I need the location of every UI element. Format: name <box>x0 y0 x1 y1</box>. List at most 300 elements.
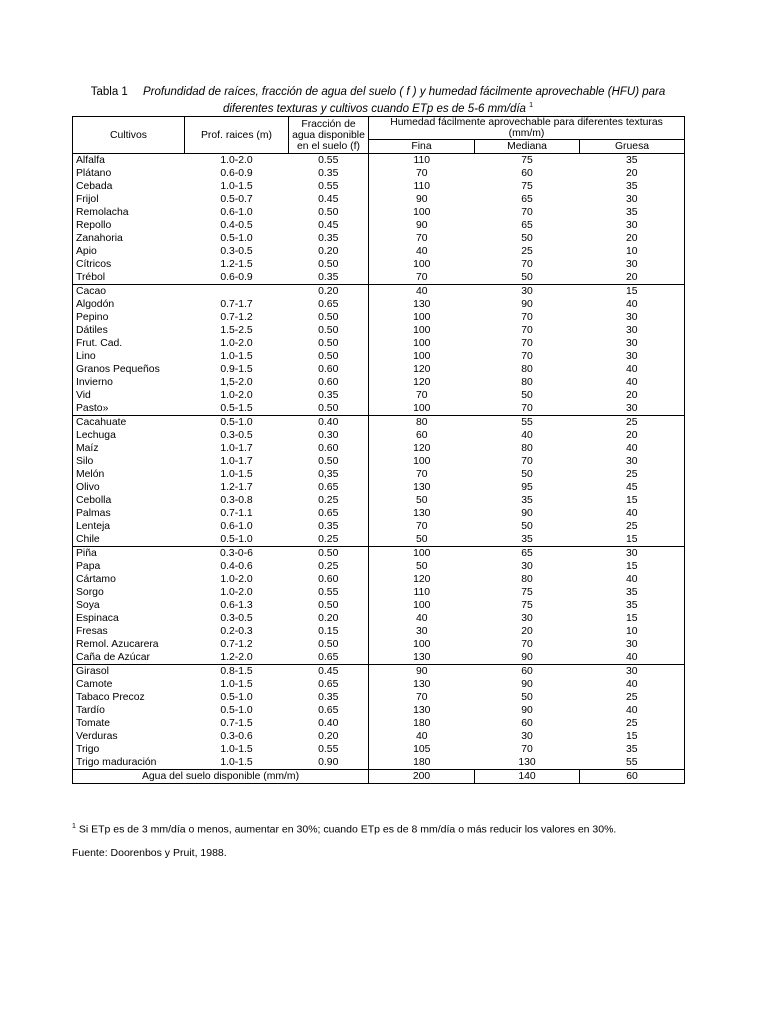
cell-fraction: 0.55 <box>318 181 339 192</box>
cell-crop: Plátano <box>73 167 185 180</box>
cell-coarse: 35 <box>580 743 685 756</box>
cell-coarse: 20 <box>580 429 685 442</box>
header-fraction: Fracción de agua disponible en el suelo (f) <box>289 117 369 154</box>
header-row-1 <box>73 117 685 140</box>
footer-label: Agua del suelo disponible (mm/m) <box>73 770 369 784</box>
table-caption <box>72 85 684 116</box>
table-row <box>73 337 685 350</box>
cell-fraction: 0.35 <box>318 692 339 703</box>
cell-depth: 0.6-1.0 <box>220 521 253 532</box>
table-row <box>73 245 685 258</box>
table-row <box>73 376 685 389</box>
cell-fine: 100 <box>369 350 475 363</box>
cell-crop: Piña <box>73 547 185 561</box>
cell-depth: 1.0-1.5 <box>220 181 253 192</box>
table-row <box>73 298 685 311</box>
table-label: Tabla 1 <box>90 86 128 98</box>
cell-medium: 70 <box>521 259 533 270</box>
cell-depth: 1,5-2.0 <box>220 377 253 388</box>
cell-fine: 40 <box>369 730 475 743</box>
cell-fine: 90 <box>369 193 475 206</box>
cell-fraction: 0.50 <box>318 207 339 218</box>
footnote-marker: 1 <box>72 823 76 830</box>
cell-fraction: 0.25 <box>318 495 339 506</box>
cell-medium: 30 <box>521 561 533 572</box>
cell-depth: 0.7-1.2 <box>220 312 253 323</box>
cell-medium: 60 <box>521 718 533 729</box>
cell-medium: 70 <box>521 744 533 755</box>
cell-medium: 70 <box>521 639 533 650</box>
cell-crop: Trigo <box>73 743 185 756</box>
cell-fraction: 0.60 <box>318 574 339 585</box>
cell-coarse: 30 <box>580 638 685 651</box>
cell-medium: 65 <box>521 220 533 231</box>
cell-coarse: 15 <box>580 285 685 299</box>
header-fine: Fina <box>369 140 475 154</box>
cell-depth: 1.0-2.0 <box>220 574 253 585</box>
cell-fraction: 0.60 <box>318 364 339 375</box>
cell-medium: 60 <box>475 665 580 679</box>
cell-depth: 0.7-1.7 <box>220 299 253 310</box>
cell-fraction: 0.50 <box>289 547 369 561</box>
cell-coarse: 40 <box>580 442 685 455</box>
cell-coarse: 40 <box>580 376 685 389</box>
cell-fine: 60 <box>369 429 475 442</box>
cell-crop: Tomate <box>73 717 185 730</box>
cell-fine: 30 <box>369 625 475 638</box>
cell-coarse: 35 <box>580 206 685 219</box>
cell-fine: 110 <box>369 180 475 193</box>
cell-medium: 20 <box>521 626 533 637</box>
cell-crop: Maíz <box>73 442 185 455</box>
table-row <box>73 402 685 416</box>
cell-medium: 65 <box>521 194 533 205</box>
cell-medium: 50 <box>521 521 533 532</box>
cell-medium: 80 <box>521 377 533 388</box>
cell-medium: 50 <box>521 272 533 283</box>
cell-depth: 0.7-1.1 <box>220 508 253 519</box>
cell-coarse: 15 <box>580 730 685 743</box>
cell-depth: 0.8-1.5 <box>185 665 289 679</box>
cell-crop: Pepino <box>73 311 185 324</box>
cell-medium: 70 <box>521 403 533 414</box>
table-row <box>73 481 685 494</box>
footer-row <box>73 770 685 784</box>
cell-fraction: 0.60 <box>318 377 339 388</box>
table-row <box>73 730 685 743</box>
cell-crop: Vid <box>73 389 185 402</box>
cell-coarse: 20 <box>580 271 685 285</box>
table-row <box>73 429 685 442</box>
cell-fraction: 0,35 <box>318 469 339 480</box>
cell-fraction: 0.35 <box>318 521 339 532</box>
cell-fine: 50 <box>369 533 475 547</box>
cell-crop: Cítricos <box>73 258 185 271</box>
cell-depth: 0.9-1.5 <box>220 364 253 375</box>
cell-crop: Girasol <box>73 665 185 679</box>
cell-depth: 1.0-2.0 <box>220 338 253 349</box>
cell-crop: Palmas <box>73 507 185 520</box>
cell-crop: Sorgo <box>73 586 185 599</box>
cell-depth: 1.0-1.7 <box>220 443 253 454</box>
cell-crop: Apio <box>73 245 185 258</box>
cell-coarse: 10 <box>580 245 685 258</box>
cell-coarse: 15 <box>580 560 685 573</box>
cell-fraction: 0.50 <box>318 403 339 414</box>
cell-fraction: 0.50 <box>318 312 339 323</box>
table-row <box>73 756 685 770</box>
cell-fine: 70 <box>369 389 475 402</box>
cell-fine: 40 <box>369 285 475 299</box>
cell-depth: 0.2-0.3 <box>220 626 253 637</box>
cell-medium: 30 <box>521 731 533 742</box>
cell-fine: 130 <box>369 298 475 311</box>
cell-fine: 100 <box>369 638 475 651</box>
crop-water-table <box>72 116 685 784</box>
cell-fraction: 0.40 <box>318 718 339 729</box>
cell-fine: 70 <box>369 520 475 533</box>
cell-fraction: 0.50 <box>318 456 339 467</box>
cell-depth: 0.7-1.5 <box>220 718 253 729</box>
table-row <box>73 416 685 430</box>
cell-medium: 70 <box>521 312 533 323</box>
cell-fine: 180 <box>369 717 475 730</box>
cell-depth: 0.6-0.9 <box>220 168 253 179</box>
table-row <box>73 520 685 533</box>
cell-depth: 0.4-0.5 <box>220 220 253 231</box>
cell-fine: 110 <box>369 154 475 168</box>
cell-medium: 70 <box>521 207 533 218</box>
table-row <box>73 678 685 691</box>
cell-depth: 1.0-1.5 <box>220 679 253 690</box>
cell-fraction: 0.55 <box>289 154 369 168</box>
cell-coarse: 25 <box>580 717 685 730</box>
cell-coarse: 15 <box>580 494 685 507</box>
cell-fine: 100 <box>369 324 475 337</box>
table-row <box>73 665 685 679</box>
cell-crop: Cártamo <box>73 573 185 586</box>
cell-fine: 180 <box>369 756 475 770</box>
cell-crop: Tabaco Precoz <box>73 691 185 704</box>
cell-fraction: 0.60 <box>318 443 339 454</box>
cell-medium: 70 <box>521 456 533 467</box>
table-row <box>73 625 685 638</box>
cell-depth: 1.0-2.0 <box>220 390 253 401</box>
cell-coarse: 20 <box>580 167 685 180</box>
header-depth: Prof. raices (m) <box>185 117 289 154</box>
cell-crop: Papa <box>73 560 185 573</box>
table-row <box>73 258 685 271</box>
cell-fraction: 0.50 <box>318 639 339 650</box>
table-row <box>73 311 685 324</box>
cell-fine: 100 <box>369 311 475 324</box>
cell-fraction: 0.65 <box>318 705 339 716</box>
cell-fraction: 0.65 <box>318 299 339 310</box>
cell-depth: 0.6-1.0 <box>220 207 253 218</box>
cell-fraction: 0.50 <box>318 338 339 349</box>
cell-fine: 90 <box>369 665 475 679</box>
cell-medium: 70 <box>521 325 533 336</box>
footnote-text: Si ETp es de 3 mm/día o menos, aumentar en 30%; cuando ETp es de 8 mm/día o más reducir los valores en 30%. <box>78 823 617 836</box>
table-row <box>73 573 685 586</box>
cell-fine: 70 <box>369 468 475 481</box>
cell-fraction: 0.45 <box>318 194 339 205</box>
cell-coarse: 25 <box>580 691 685 704</box>
table-row <box>73 638 685 651</box>
cell-crop: Caña de Azúcar <box>73 651 185 665</box>
table-row <box>73 193 685 206</box>
cell-fine: 50 <box>369 494 475 507</box>
cell-coarse: 15 <box>580 612 685 625</box>
cell-fine: 90 <box>369 219 475 232</box>
header-coarse: Gruesa <box>580 140 685 154</box>
cell-depth: 0.5-1.0 <box>220 534 253 545</box>
cell-crop: Remol. Azucarera <box>73 638 185 651</box>
cell-depth: 1.0-1.5 <box>220 351 253 362</box>
cell-depth: 0.6-0.9 <box>220 272 253 283</box>
table-row <box>73 507 685 520</box>
cell-depth: 1.2-1.7 <box>220 482 253 493</box>
cell-fraction: 0.50 <box>318 600 339 611</box>
cell-medium: 35 <box>521 534 533 545</box>
cell-fraction: 0.45 <box>318 220 339 231</box>
cell-fraction: 0.35 <box>318 272 339 283</box>
cell-crop: Fresas <box>73 625 185 638</box>
cell-coarse: 35 <box>580 599 685 612</box>
cell-fraction: 0.65 <box>318 652 339 663</box>
cell-medium: 50 <box>521 390 533 401</box>
cell-fine: 70 <box>369 232 475 245</box>
footer-coarse: 60 <box>580 770 685 784</box>
cell-crop: Zanahoria <box>73 232 185 245</box>
cell-crop: Silo <box>73 455 185 468</box>
cell-fraction: 0.35 <box>318 390 339 401</box>
cell-fine: 80 <box>369 416 475 430</box>
table-row <box>73 363 685 376</box>
table-row <box>73 167 685 180</box>
cell-medium: 130 <box>518 757 536 768</box>
cell-depth: 0.5-1.5 <box>220 403 253 414</box>
cell-crop: Algodón <box>73 298 185 311</box>
cell-fine: 70 <box>369 271 475 285</box>
cell-crop: Soya <box>73 599 185 612</box>
cell-fraction: 0.35 <box>318 233 339 244</box>
cell-depth: 1.2-2.0 <box>220 652 253 663</box>
cell-depth: 0.3-0-6 <box>185 547 289 561</box>
cell-crop: Cebada <box>73 180 185 193</box>
cell-crop: Repollo <box>73 219 185 232</box>
cell-coarse: 30 <box>580 665 685 679</box>
cell-fraction: 0.45 <box>289 665 369 679</box>
cell-depth: 0.5-1.0 <box>220 233 253 244</box>
cell-fine: 100 <box>369 599 475 612</box>
cell-depth: 0.3-0.8 <box>220 495 253 506</box>
cell-fine: 70 <box>369 167 475 180</box>
cell-coarse: 30 <box>580 324 685 337</box>
cell-depth: 1.0-1.7 <box>220 456 253 467</box>
cell-fine: 100 <box>369 547 475 561</box>
cell-fraction: 0.50 <box>318 259 339 270</box>
table-row <box>73 586 685 599</box>
cell-coarse: 30 <box>580 258 685 271</box>
cell-fraction: 0.65 <box>318 482 339 493</box>
cell-medium: 30 <box>521 613 533 624</box>
cell-fraction: 0.15 <box>318 626 339 637</box>
cell-medium: 75 <box>521 600 533 611</box>
cell-coarse: 35 <box>580 180 685 193</box>
cell-coarse: 25 <box>580 520 685 533</box>
cell-depth: 0.4-0.6 <box>220 561 253 572</box>
cell-crop: Trigo maduración <box>73 756 185 770</box>
cell-medium: 90 <box>521 299 533 310</box>
cell-fine: 130 <box>369 651 475 665</box>
cell-coarse: 30 <box>580 193 685 206</box>
cell-medium: 90 <box>521 679 533 690</box>
cell-crop: Espinaca <box>73 612 185 625</box>
cell-medium: 90 <box>521 705 533 716</box>
cell-medium: 35 <box>521 495 533 506</box>
table-row <box>73 547 685 561</box>
table-row <box>73 154 685 168</box>
cell-fine: 120 <box>369 376 475 389</box>
cell-medium: 80 <box>521 574 533 585</box>
cell-depth <box>185 285 289 299</box>
cell-depth: 1.2-1.5 <box>220 259 253 270</box>
cell-fine: 100 <box>369 258 475 271</box>
cell-fraction: 0.30 <box>318 430 339 441</box>
cell-crop: Lino <box>73 350 185 363</box>
table-row <box>73 219 685 232</box>
cell-depth: 0.3-0.5 <box>220 246 253 257</box>
table-row <box>73 350 685 363</box>
header-crop: Cultivos <box>73 117 185 154</box>
cell-coarse: 30 <box>580 402 685 416</box>
table-row <box>73 285 685 299</box>
cell-fraction: 0.65 <box>318 679 339 690</box>
cell-crop: Remolacha <box>73 206 185 219</box>
cell-crop: Cacao <box>73 285 185 299</box>
cell-crop: Verduras <box>73 730 185 743</box>
caption-footnote-marker: 1 <box>529 102 534 109</box>
table-row <box>73 324 685 337</box>
footer-medium: 140 <box>475 770 580 784</box>
cell-fine: 100 <box>369 206 475 219</box>
footer-fine: 200 <box>369 770 475 784</box>
cell-depth: 0.6-1.3 <box>220 600 253 611</box>
cell-fine: 120 <box>369 573 475 586</box>
table-row <box>73 455 685 468</box>
cell-medium: 90 <box>521 652 533 663</box>
footnote <box>72 823 616 836</box>
cell-fraction: 0.20 <box>318 613 339 624</box>
cell-fraction: 0.40 <box>289 416 369 430</box>
cell-crop: Alfalfa <box>73 154 185 168</box>
cell-crop: Lenteja <box>73 520 185 533</box>
cell-fraction: 0.20 <box>289 285 369 299</box>
cell-crop: Trébol <box>73 271 185 285</box>
cell-coarse: 30 <box>580 311 685 324</box>
table-body <box>73 154 685 770</box>
cell-medium: 55 <box>475 416 580 430</box>
cell-crop: Tardío <box>73 704 185 717</box>
cell-fraction: 0.20 <box>318 731 339 742</box>
cell-depth: 0.5-1.0 <box>185 416 289 430</box>
cell-medium: 70 <box>521 338 533 349</box>
cell-coarse: 40 <box>580 651 685 665</box>
cell-crop: Frijol <box>73 193 185 206</box>
table-row <box>73 717 685 730</box>
cell-fine: 130 <box>369 481 475 494</box>
cell-crop: Cebolla <box>73 494 185 507</box>
cell-medium: 80 <box>521 364 533 375</box>
cell-coarse: 30 <box>580 219 685 232</box>
cell-depth: 1.0-1.5 <box>220 744 253 755</box>
cell-coarse: 30 <box>580 337 685 350</box>
cell-fraction: 0.50 <box>318 351 339 362</box>
cell-fraction: 0.55 <box>318 587 339 598</box>
cell-crop: Frut. Cad. <box>73 337 185 350</box>
cell-coarse: 45 <box>580 481 685 494</box>
cell-coarse: 40 <box>580 704 685 717</box>
cell-fine: 40 <box>369 245 475 258</box>
cell-depth: 1.0-1.5 <box>220 757 253 768</box>
cell-fine: 120 <box>369 363 475 376</box>
cell-fine: 40 <box>369 612 475 625</box>
cell-fine: 130 <box>369 678 475 691</box>
cell-fine: 50 <box>369 560 475 573</box>
table-row <box>73 743 685 756</box>
cell-medium: 40 <box>521 430 533 441</box>
cell-fraction: 0.55 <box>318 744 339 755</box>
cell-coarse: 35 <box>580 154 685 168</box>
cell-crop: Olivo <box>73 481 185 494</box>
cell-depth: 1.0-1.5 <box>220 469 253 480</box>
cell-depth: 0.5-1.0 <box>220 692 253 703</box>
cell-coarse: 40 <box>580 573 685 586</box>
cell-fine: 120 <box>369 442 475 455</box>
table-title: Profundidad de raíces, fracción de agua del suelo ( f ) y humedad fácilmente aprovechable (HFU) para diferentes texturas y cultivos cuando ETp es de 5-6 mm/día <box>143 86 666 115</box>
cell-coarse: 40 <box>580 507 685 520</box>
table-row <box>73 180 685 193</box>
table-row <box>73 442 685 455</box>
cell-medium: 25 <box>521 246 533 257</box>
cell-crop: Granos Pequeños <box>73 363 185 376</box>
cell-fraction: 0.50 <box>318 325 339 336</box>
cell-coarse: 20 <box>580 389 685 402</box>
cell-medium: 95 <box>521 482 533 493</box>
table-row <box>73 494 685 507</box>
cell-medium: 30 <box>475 285 580 299</box>
cell-depth: 0.7-1.2 <box>220 639 253 650</box>
cell-fine: 100 <box>369 455 475 468</box>
cell-coarse: 10 <box>580 625 685 638</box>
cell-coarse: 30 <box>580 455 685 468</box>
cell-coarse: 35 <box>580 586 685 599</box>
cell-fine: 130 <box>369 704 475 717</box>
cell-coarse: 30 <box>580 547 685 561</box>
cell-medium: 75 <box>521 587 533 598</box>
cell-fraction: 0.20 <box>318 246 339 257</box>
cell-fine: 105 <box>369 743 475 756</box>
table-row <box>73 271 685 285</box>
cell-fraction: 0.35 <box>318 168 339 179</box>
header-medium: Mediana <box>475 140 580 154</box>
cell-coarse: 55 <box>580 756 685 770</box>
table-row <box>73 704 685 717</box>
cell-fine: 100 <box>369 337 475 350</box>
table-row <box>73 560 685 573</box>
cell-coarse: 20 <box>580 232 685 245</box>
